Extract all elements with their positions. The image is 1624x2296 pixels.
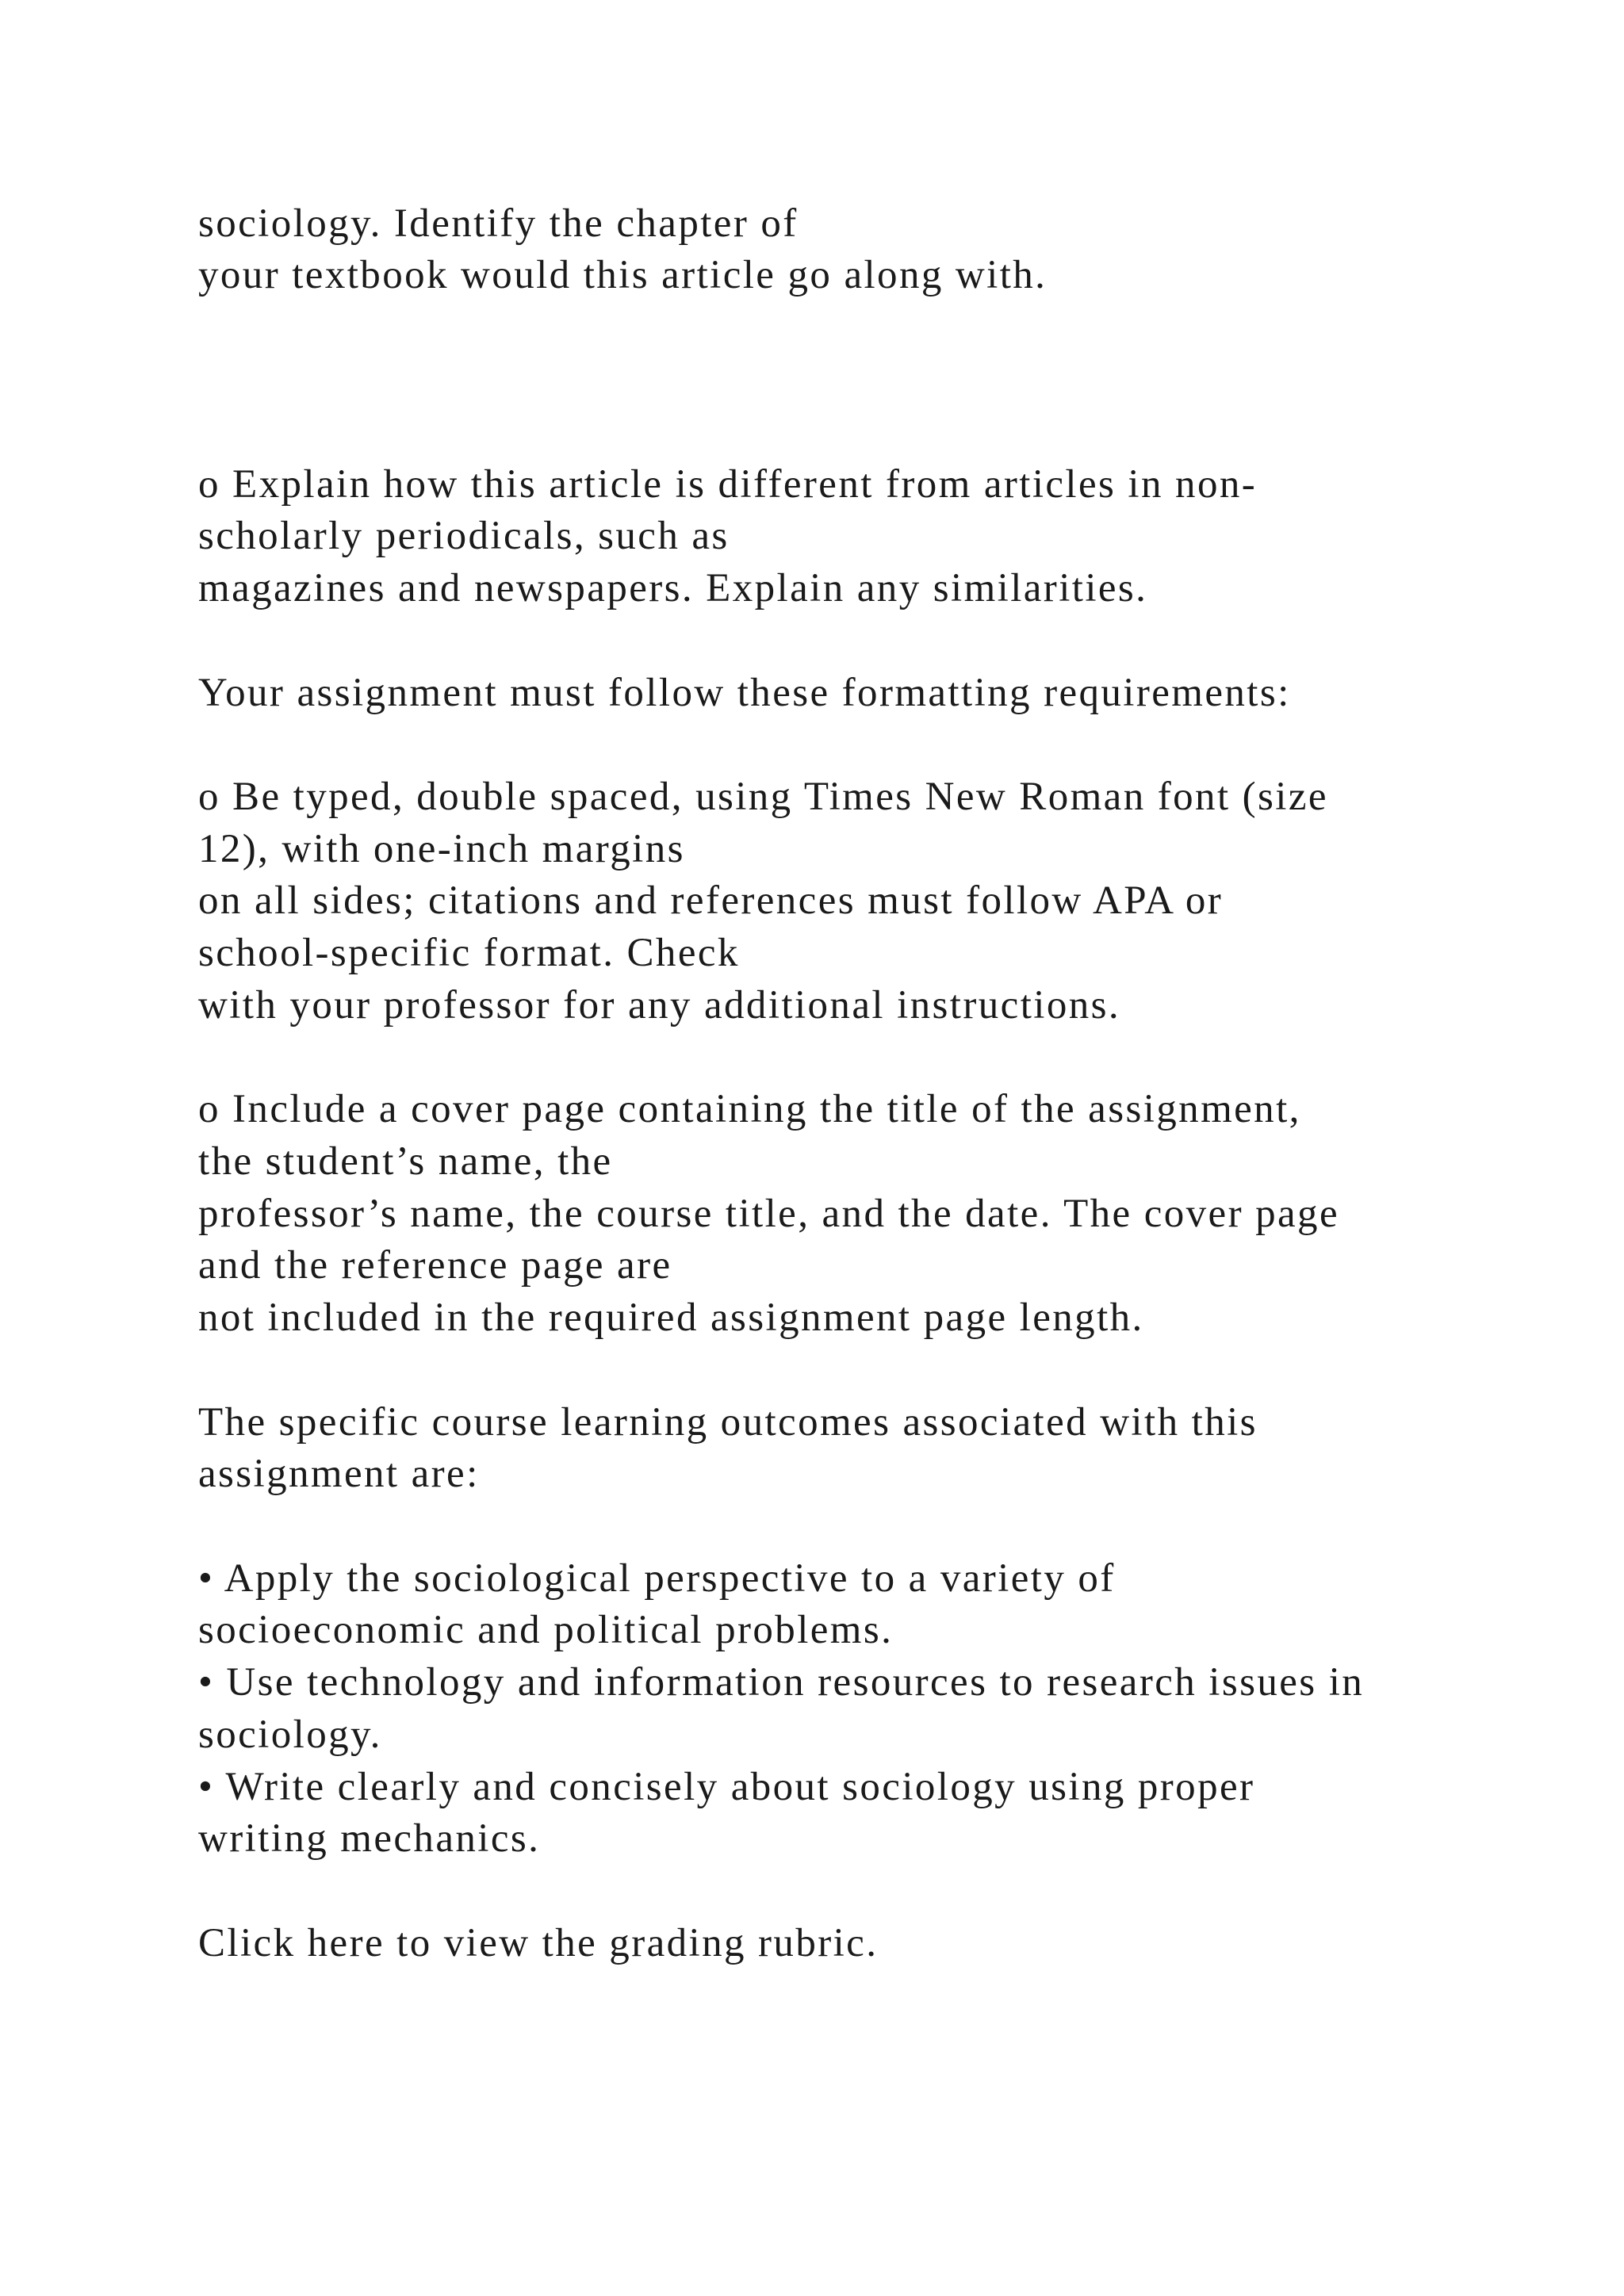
text-line: • Write clearly and concisely about sociology using proper	[198, 1765, 1255, 1809]
text-line: • Apply the sociological perspective to a variety of	[198, 1556, 1116, 1601]
text-line: o Include a cover page containing the title of the assignment,	[198, 1087, 1301, 1131]
text-line: assignment are:	[198, 1452, 480, 1496]
text-line: • Use technology and information resources to research issues in	[198, 1660, 1365, 1705]
text-line: with your professor for any additional instructions.	[198, 983, 1121, 1027]
text-line: sociology.	[198, 1712, 382, 1757]
text-line: and the reference page are	[198, 1243, 672, 1288]
text-line: socioeconomic and political problems.	[198, 1608, 894, 1652]
text-line: sociology. Identify the chapter of	[198, 201, 799, 246]
text-line: magazines and newspapers. Explain any similarities.	[198, 566, 1148, 610]
text-line: writing mechanics.	[198, 1816, 541, 1861]
text-line: Your assignment must follow these formatting requirements:	[198, 671, 1291, 715]
text-line: professor’s name, the course title, and the date. The cover page	[198, 1192, 1339, 1236]
text-line: scholarly periodicals, such as	[198, 514, 730, 558]
text-line: 12), with one-inch margins	[198, 827, 685, 871]
text-line: the student’s name, the	[198, 1139, 613, 1184]
text-line: The specific course learning outcomes associated with this	[198, 1400, 1258, 1445]
text-line: school-specific format. Check	[198, 931, 740, 975]
text-line: o Be typed, double spaced, using Times New Roman font (size	[198, 775, 1328, 819]
text-line: your textbook would this article go along with.	[198, 253, 1048, 297]
text-line: not included in the required assignment page length.	[198, 1295, 1144, 1340]
grading-rubric-text: Click here to view the grading rubric.	[198, 1921, 879, 1965]
text-line: o Explain how this article is different from articles in non-	[198, 462, 1258, 507]
text-line: on all sides; citations and references must follow APA or	[198, 878, 1224, 923]
